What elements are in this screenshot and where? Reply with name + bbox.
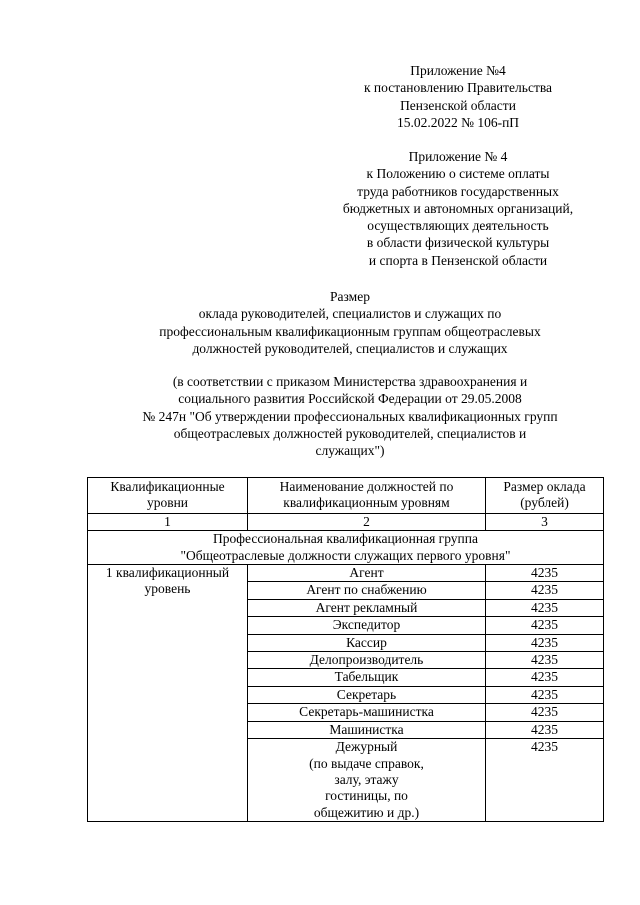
appendix-government-resolution [330,62,586,131]
appendix-main-line: Пензенской области [400,97,516,113]
position-name-text: Машинистка [329,721,404,737]
position-name-text: гостиницы, по [325,788,408,804]
title-line: оклада руководителей, специалистов и служащих по [198,306,502,322]
basis-line: общеотраслевых должностей руководителей, специалистов и [173,425,527,441]
basis-line: служащих") [315,443,385,459]
salary-cell: 4235 [486,669,604,686]
salary-cell: 4235 [486,599,604,616]
position-name-text: Агент [349,565,384,581]
position-name-cell [248,565,486,582]
header-qualification-levels: Квалификационные уровни [88,478,248,514]
column-number: 3 [486,513,604,530]
appendix-regulation-line: бюджетных и автономных организаций, [342,200,574,216]
document-title [60,288,640,357]
position-name-text: залу, этажу [334,771,399,787]
salary-cell: 4235 [486,686,604,703]
position-name-text: Секретарь-машинистка [299,704,434,720]
appendix-regulation-line: к Положению о системе оплаты [366,166,550,182]
position-name-cell [248,582,486,599]
appendix-regulation-line: и спорта в Пензенской области [368,252,548,268]
appendix-regulation-line: осуществляющих деятельность [367,218,549,234]
position-name-cell [248,617,486,634]
salary-cell: 4235 [486,739,604,822]
group-title: Профессиональная квалификационная группа "Общеотраслевые должности служащих первого уровня" [88,531,604,565]
basis-line: (в соответствии с приказом Министерства здравоохранения и [172,374,528,389]
position-name-text: Дежурный [335,739,398,755]
position-name-text: общежитию и др.) [313,804,420,820]
salary-cell: 4235 [486,721,604,738]
basis-line: № 247н "Об утверждении профессиональных квалификационных групп [142,408,558,424]
appendix-regulation-line: труда работников государственных [357,183,559,199]
basis-line: социального развития Российской Федерации от 29.05.2008 [178,391,522,407]
position-name-text: (по выдаче справок, [309,755,424,771]
column-number: 1 [88,513,248,530]
position-name-cell [248,721,486,738]
appendix-main-line: Приложение №4 [410,63,506,78]
column-number: 2 [248,513,486,530]
position-name-text: Агент рекламный [315,599,418,615]
table-body [88,565,604,822]
qualification-level-text: 1 квалификационный [105,565,230,581]
position-name-text: Агент по снабжению [306,582,427,598]
salary-cell: 4235 [486,582,604,599]
title-line: Размер [330,289,370,304]
position-name-text: Делопроизводитель [309,652,424,668]
position-name-cell [248,669,486,686]
position-name-text: Секретарь [336,686,397,702]
title-line: должностей руководителей, специалистов и служащих [192,340,508,356]
title-line: профессиональным квалификационным группам общеотраслевых [159,323,541,339]
salary-cell: 4235 [486,565,604,582]
position-name-text: Табельщик [334,669,399,685]
table-header-row [88,478,604,514]
salary-table [87,477,604,822]
qualification-level-cell [88,565,248,822]
position-name-cell [248,634,486,651]
position-name-cell [248,599,486,616]
qualification-level-text: уровень [144,581,191,597]
appendix-regulation [320,148,596,269]
position-name-cell [248,686,486,703]
salary-cell: 4235 [486,617,604,634]
appendix-main-line: к постановлению Правительства [363,80,553,96]
position-name-cell [248,739,486,822]
appendix-regulation-line: в области физической культуры [366,235,550,251]
table-row [88,565,604,582]
group-title-row [88,531,604,565]
appendix-main-line: 15.02.2022 № 106-пП [396,114,520,130]
salary-cell: 4235 [486,652,604,669]
position-name-text: Экспедитор [332,617,401,633]
position-name-text: Кассир [346,634,387,650]
legal-basis-note [60,373,640,459]
salary-cell: 4235 [486,704,604,721]
header-position-names: Наименование должностей по квалификационным уровням [248,478,486,514]
header-salary-size: Размер оклада (рублей) [486,478,604,514]
column-number-row [88,513,604,530]
position-name-cell [248,652,486,669]
position-name-cell [248,704,486,721]
appendix-regulation-line: Приложение № 4 [408,149,508,164]
salary-cell: 4235 [486,634,604,651]
